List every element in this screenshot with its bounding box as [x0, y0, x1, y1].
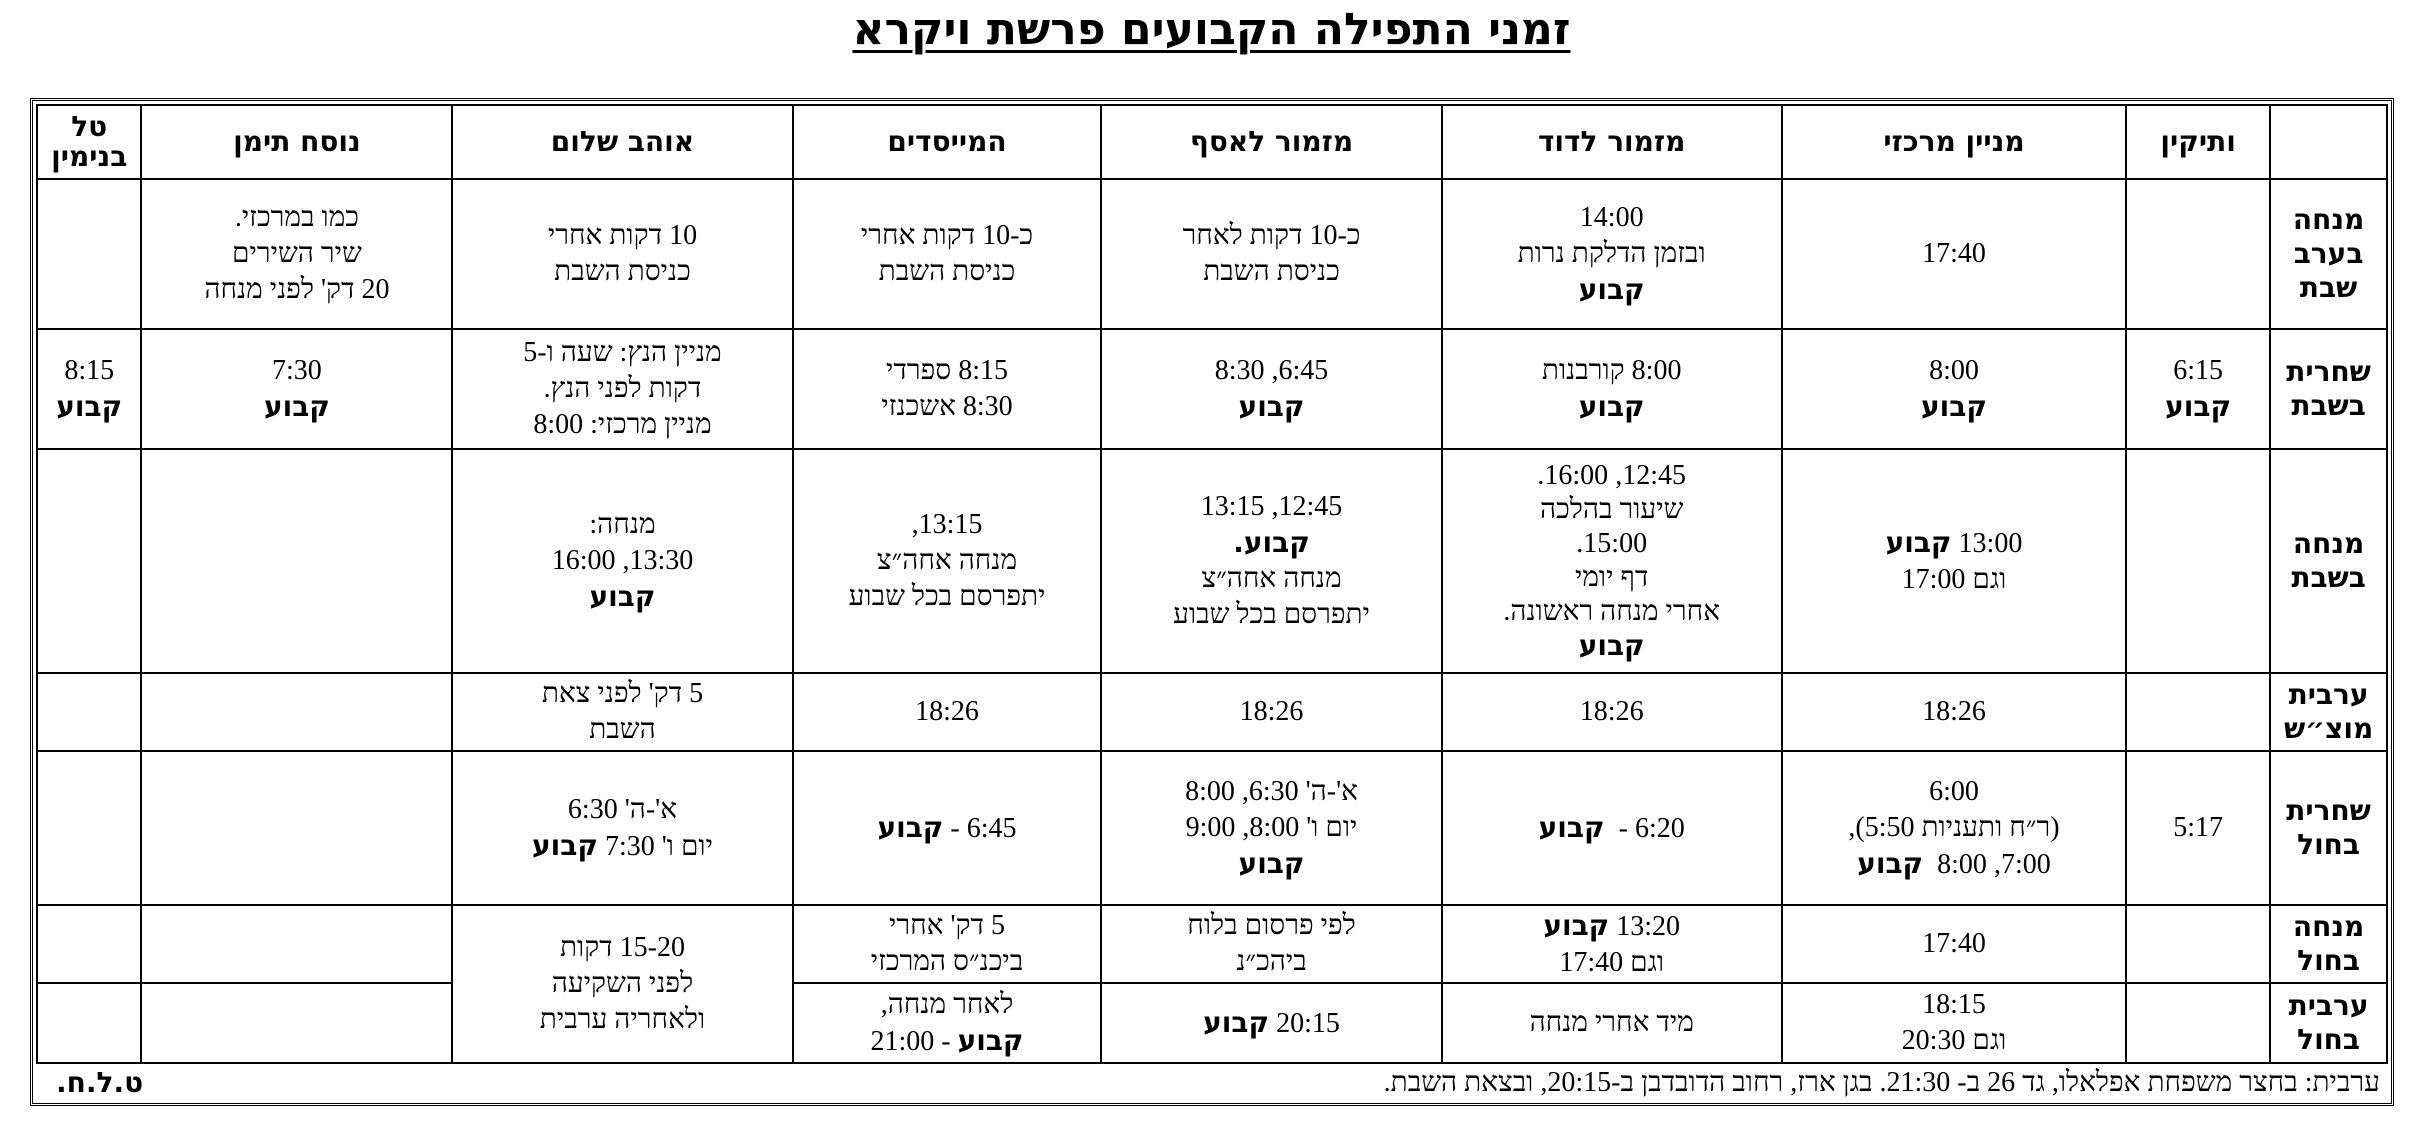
- cell-ledavid: 8:00 קורבנות קבוע: [1442, 329, 1782, 449]
- col-header-meyasdim: המייסדים: [793, 105, 1102, 179]
- cell-leasaf: 18:26: [1101, 673, 1441, 751]
- row-label-arvit-chol: ערבית בחול: [2270, 983, 2387, 1063]
- cell-ledavid: 6:20 - קבוע: [1442, 751, 1782, 905]
- cell-merkazi: 17:40: [1782, 905, 2126, 983]
- cell-meyasdim: 5 דק' אחרי ביכנ״ס המרכזי: [793, 905, 1102, 983]
- cell-meyasdim: 13:15, מנחה אחה״צ יתפרסם בכל שבוע: [793, 449, 1102, 673]
- cell-vatikin: [2126, 673, 2270, 751]
- cell-leasaf: 20:15 קבוע: [1101, 983, 1441, 1063]
- cell-ledavid: מיד אחרי מנחה: [1442, 983, 1782, 1063]
- table-row: [37, 983, 2387, 1063]
- cell-merkazi: 18:15 וגם 20:30: [1782, 983, 2126, 1063]
- row-label-mincha-erev-shabbat: מנחה בערב שבת: [2270, 179, 2387, 329]
- cell-tal-binyamin: [37, 673, 141, 751]
- cell-ledavid: 13:20 קבוע וגם 17:40: [1442, 905, 1782, 983]
- cell-ohev-shalom: 10 דקות אחרי כניסת השבת: [452, 179, 792, 329]
- cell-merkazi: 6:00 (ר״ח ותעניות 5:50), 7:00, 8:00 קבוע: [1782, 751, 2126, 905]
- cell-ohev-shalom: 5 דק' לפני צאת השבת: [452, 673, 792, 751]
- cell-leasaf: 12:45, 13:15 קבוע. מנחה אחה״צ יתפרסם בכל שבוע: [1101, 449, 1441, 673]
- row-label-arvit-motzash: ערבית מוצ״ש: [2270, 673, 2387, 751]
- table-row: [37, 449, 2387, 673]
- cell-vatikin: 5:17: [2126, 751, 2270, 905]
- cell-merkazi: 18:26: [1782, 673, 2126, 751]
- signature-tlch: ט.ל.ח.: [56, 1066, 144, 1099]
- page-title: זמני התפילה הקבועים פרשת ויקרא: [852, 4, 1571, 55]
- col-header-ohev-shalom: אוהב שלום: [452, 105, 792, 179]
- cell-merkazi: 13:00 קבוע וגם 17:00: [1782, 449, 2126, 673]
- table-row: [37, 673, 2387, 751]
- cell-meyasdim: לאחר מנחה, קבוע - 21:00: [793, 983, 1102, 1063]
- cell-tal-binyamin: [37, 983, 141, 1063]
- cell-merkazi: 17:40: [1782, 179, 2126, 329]
- row-label-shacharit-shabbat: שחרית בשבת: [2270, 329, 2387, 449]
- col-header-leasaf: מזמור לאסף: [1101, 105, 1441, 179]
- cell-teiman: [141, 673, 452, 751]
- cell-ohev-shalom-mincha-arvit: 15-20 דקות לפני השקיעה ולאחריה ערבית: [452, 905, 792, 1063]
- table-row: [37, 751, 2387, 905]
- row-label-mincha-chol: מנחה בחול: [2270, 905, 2387, 983]
- cell-meyasdim: 18:26: [793, 673, 1102, 751]
- cell-leasaf: כ-10 דקות לאחר כניסת השבת: [1101, 179, 1441, 329]
- footer-note-row: [36, 1062, 2388, 1102]
- cell-leasaf: 6:45, 8:30 קבוע: [1101, 329, 1441, 449]
- cell-tal-binyamin: [37, 449, 141, 673]
- cell-meyasdim: 6:45 - קבוע: [793, 751, 1102, 905]
- cell-leasaf: א'-ה' 6:30, 8:00 יום ו' 8:00, 9:00 קבוע: [1101, 751, 1441, 905]
- cell-ohev-shalom: מניין הנץ: שעה ו-5 דקות לפני הנץ. מניין מרכזי: 8:00: [452, 329, 792, 449]
- col-header-tal-binyamin: טל בנימין: [37, 105, 141, 179]
- cell-meyasdim: 8:15 ספרדי 8:30 אשכנזי: [793, 329, 1102, 449]
- cell-vatikin: [2126, 905, 2270, 983]
- cell-merkazi: 8:00 קבוע: [1782, 329, 2126, 449]
- cell-ledavid: 18:26: [1442, 673, 1782, 751]
- arvit-location-note: ערבית: בחצר משפחת אפלאלו, גד 26 ב- 21:30. בגן ארז, רחוב הדובדבן ב-20:15, ובצאת השבת.: [1383, 1067, 2380, 1098]
- cell-teiman: [141, 449, 452, 673]
- cell-tal-binyamin: [37, 905, 141, 983]
- cell-vatikin: 6:15 קבוע: [2126, 329, 2270, 449]
- table-row: [37, 905, 2387, 983]
- col-header-teiman: נוסח תימן: [141, 105, 452, 179]
- cell-vatikin: [2126, 983, 2270, 1063]
- corner-cell: [2270, 105, 2387, 179]
- cell-tal-binyamin: 8:15 קבוע: [37, 329, 141, 449]
- cell-teiman: 7:30 קבוע: [141, 329, 452, 449]
- row-label-shacharit-chol: שחרית בחול: [2270, 751, 2387, 905]
- cell-vatikin: [2126, 449, 2270, 673]
- col-header-merkazi: מניין מרכזי: [1782, 105, 2126, 179]
- cell-teiman: [141, 751, 452, 905]
- col-header-vatikin: ותיקין: [2126, 105, 2270, 179]
- cell-ledavid: 14:00 ובזמן הדלקת נרות קבוע: [1442, 179, 1782, 329]
- table-row: [37, 329, 2387, 449]
- prayer-schedule-table: [36, 104, 2388, 1064]
- cell-ohev-shalom: מנחה: 13:30, 16:00 קבוע: [452, 449, 792, 673]
- cell-leasaf: לפי פרסום בלוח ביהכ״נ: [1101, 905, 1441, 983]
- table-row: [37, 179, 2387, 329]
- cell-tal-binyamin: [37, 751, 141, 905]
- cell-teiman: [141, 905, 452, 983]
- header-row: [37, 105, 2387, 179]
- col-header-ledavid: מזמור לדוד: [1442, 105, 1782, 179]
- cell-teiman: [141, 983, 452, 1063]
- cell-ohev-shalom: א'-ה' 6:30 יום ו' 7:30 קבוע: [452, 751, 792, 905]
- cell-ledavid: 12:45, 16:00. שיעור בהלכה 15:00. דף יומי אחרי מנחה ראשונה. קבוע: [1442, 449, 1782, 673]
- cell-tal-binyamin: [37, 179, 141, 329]
- cell-meyasdim: כ-10 דקות אחרי כניסת השבת: [793, 179, 1102, 329]
- row-label-mincha-shabbat: מנחה בשבת: [2270, 449, 2387, 673]
- cell-vatikin: [2126, 179, 2270, 329]
- cell-teiman: כמו במרכזי. שיר השירים 20 דק' לפני מנחה: [141, 179, 452, 329]
